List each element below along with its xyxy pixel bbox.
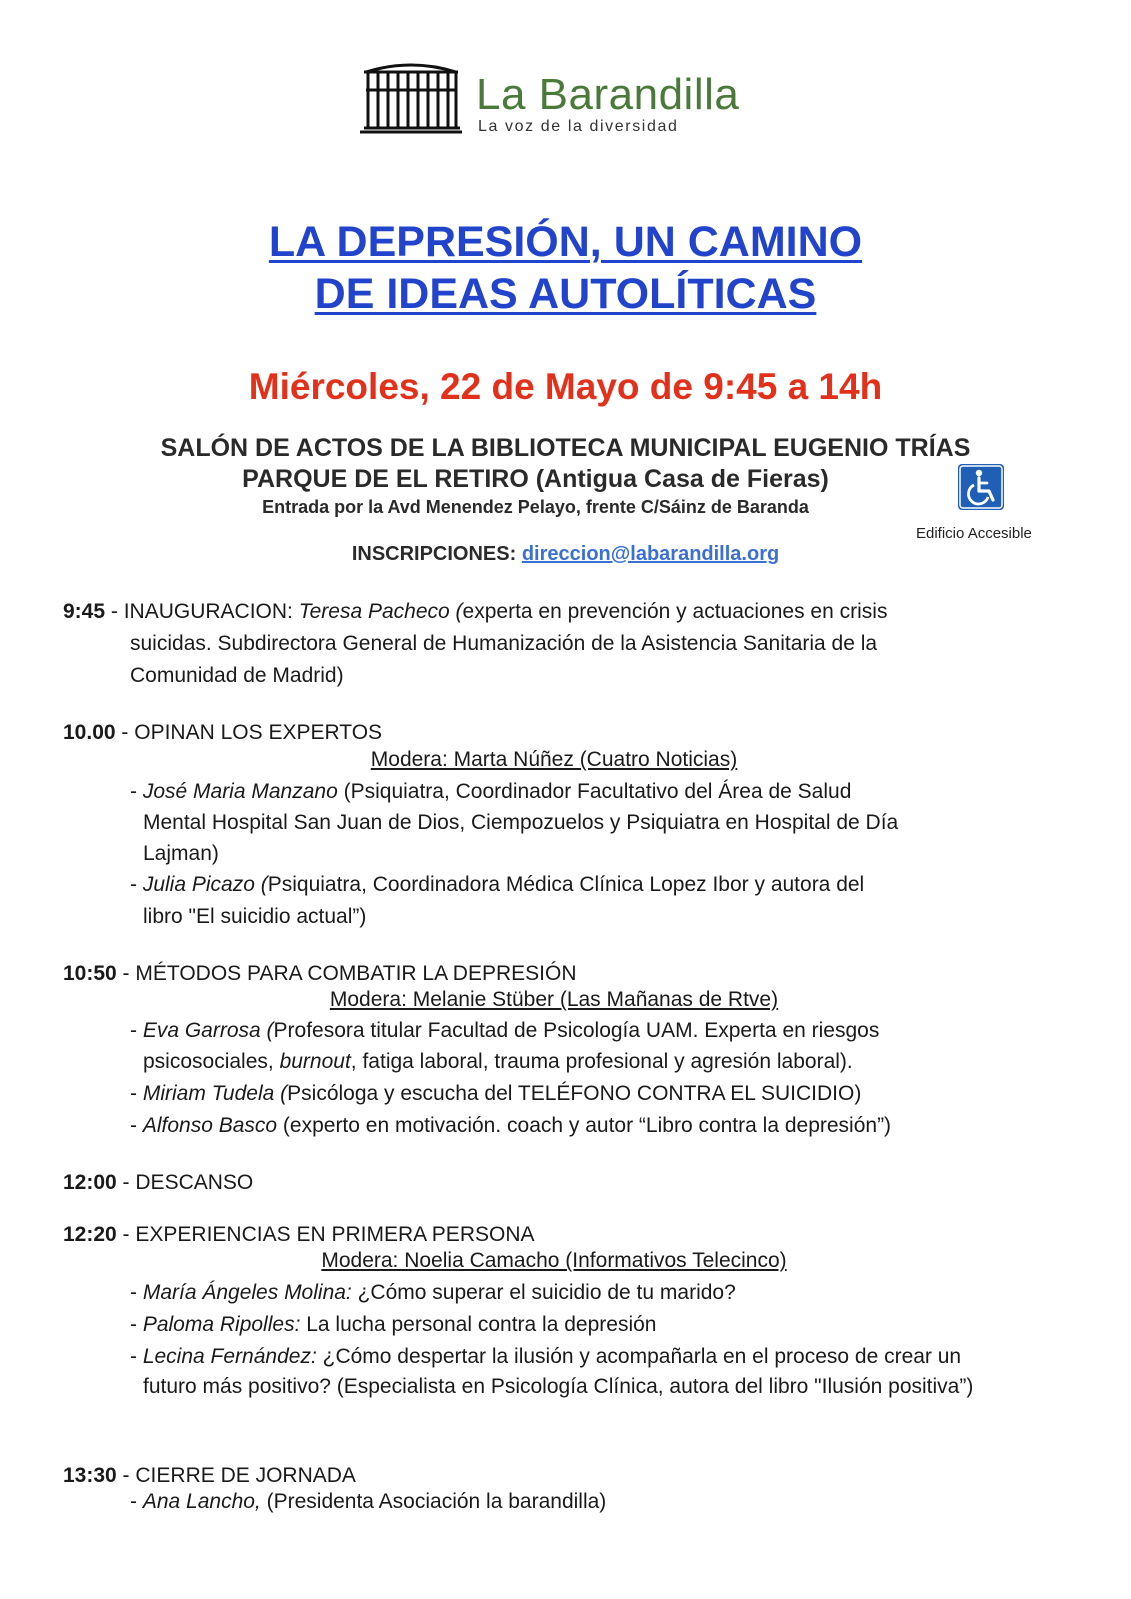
inscriptions-line [0,543,1131,566]
event-date: Miércoles, 22 de Mayo de 9:45 a 14h [248,366,883,407]
moderator-line [0,1248,1108,1273]
speaker-desc: (Psiquiatra, Coordinador Facultativo del Área de Salud [337,780,852,803]
session-experiencias [63,1222,535,1247]
bullet-dash: - [130,1313,143,1336]
session-cierre [63,1463,356,1488]
speaker-desc: , fatiga laboral, trauma profesional y agresión laboral). [350,1050,853,1073]
speaker-desc-line: Mental Hospital San Juan de Dios, Ciempozuelos y Psiquiatra en Hospital de Día [143,811,899,834]
speaker-entry [130,1018,879,1043]
session-time: 13:30 [63,1464,117,1487]
session-title: INAUGURACION: [123,600,299,623]
bullet-dash: - [130,1345,143,1368]
speaker-desc-line: suicidas. Subdirectora General de Humanización de la Asistencia Sanitaria de la [130,632,878,655]
speaker-desc: Psiquiatra, Coordinadora Médica Clínica Lopez Ibor y autora del [267,873,865,896]
session-title: MÉTODOS PARA COMBATIR LA DEPRESIÓN [135,962,577,985]
speaker-entry [130,1113,891,1138]
bullet-dash: - [130,1490,143,1513]
venue-line-3: Entrada por la Avd Menendez Pelayo, frente C/Sáinz de Baranda [262,497,809,517]
venue-line-2: PARQUE DE EL RETIRO (Antigua Casa de Fieras) [242,465,829,493]
moderator-line [0,747,1108,772]
page-title-line-1: LA DEPRESIÓN, UN CAMINO [268,218,863,266]
moderator-line [0,987,1108,1012]
speaker-desc: ¿Cómo superar el suicidio de tu marido? [351,1281,736,1304]
session-inauguracion [63,599,887,624]
bullet-dash: - [130,1281,143,1304]
separator: - [116,1223,136,1246]
bullet-dash: - [130,1114,143,1137]
session-title: OPINAN LOS EXPERTOS [134,721,383,744]
speaker-desc: (experto en motivación. coach y autor “Libro contra la depresión”) [277,1114,892,1137]
bullet-dash: - [130,780,143,803]
speaker-name: Ana Lancho, [142,1490,261,1513]
speaker-name: Alfonso Basco [142,1114,278,1137]
speaker-name: Paloma Ripolles: [142,1313,301,1336]
speaker-entry [130,1344,961,1369]
session-time: 9:45 [63,600,106,623]
speaker-name: Miriam Tudela ( [142,1082,288,1105]
moderator: Modera: Marta Núñez (Cuatro Noticias) [370,748,738,771]
railing-icon [356,62,466,134]
speaker-name: Lecina Fernández: [142,1345,317,1368]
separator: - [115,721,135,744]
speaker-desc-line: libro "El suicidio actual”) [143,905,367,928]
speaker-desc: experta en prevención y actuaciones en crisis [462,600,888,623]
session-expertos [63,720,382,745]
accessible-label: Edificio Accesible [916,525,1032,542]
page-title-line-2: DE IDEAS AUTOLÍTICAS [314,270,817,318]
speaker-desc-line [143,1049,853,1074]
session-title: EXPERIENCIAS EN PRIMERA PERSONA [135,1223,535,1246]
logo-tagline: La voz de la diversidad [478,118,679,135]
speaker-name: Teresa Pacheco ( [298,600,463,623]
speaker-entry [130,872,864,897]
speaker-entry [130,1312,656,1337]
moderator: Modera: Melanie Stüber (Las Mañanas de Rtve) [329,988,779,1011]
venue-line-1: SALÓN DE ACTOS DE LA BIBLIOTECA MUNICIPAL EUGENIO TRÍAS [160,434,971,462]
session-title: DESCANSO [135,1171,254,1194]
moderator: Modera: Noelia Camacho (Informativos Telecinco) [321,1249,787,1272]
session-metodos [63,961,576,986]
speaker-desc-line: Lajman) [143,842,219,865]
speaker-name: Julia Picazo ( [142,873,268,896]
speaker-desc: (Presidenta Asociación la barandilla) [260,1490,607,1513]
wheelchair-icon [958,464,1004,510]
logo-name: La Barandilla [476,70,740,119]
inscriptions-email-link[interactable]: direccion@labarandilla.org [521,543,780,565]
session-descanso [63,1170,253,1195]
speaker-name: José Maria Manzano [142,780,338,803]
speaker-name: Eva Garrosa ( [142,1019,274,1042]
session-time: 10:50 [63,962,117,985]
speaker-desc-italic: burnout [279,1050,351,1073]
speaker-desc: Psicóloga y escucha del TELÉFONO CONTRA EL SUICIDIO) [287,1082,862,1105]
bullet-dash: - [130,873,143,896]
session-time: 12:00 [63,1171,117,1194]
speaker-desc: La lucha personal contra la depresión [300,1313,657,1336]
speaker-entry [130,1489,606,1514]
speaker-entry [130,779,851,804]
speaker-desc: Profesora titular Facultad de Psicología UAM. Experta en riesgos [273,1019,880,1042]
session-title: CIERRE DE JORNADA [135,1464,356,1487]
bullet-dash: - [130,1019,143,1042]
separator: - [116,962,136,985]
speaker-desc: psicosociales, [143,1050,280,1073]
speaker-entry [130,1081,861,1106]
speaker-entry [130,1280,736,1305]
separator: - [105,600,124,623]
session-time: 10.00 [63,721,116,744]
speaker-name: María Ángeles Molina: [142,1281,352,1304]
speaker-desc: ¿Cómo despertar la ilusión y acompañarla en el proceso de crear un [316,1345,962,1368]
speaker-desc-line: futuro más positivo? (Especialista en Psicología Clínica, autora del libro "Ilusión positiva”) [143,1375,974,1398]
session-time: 12:20 [63,1223,117,1246]
separator: - [116,1171,136,1194]
separator: - [116,1464,136,1487]
bullet-dash: - [130,1082,143,1105]
inscriptions-label: INSCRIPCIONES: [351,543,517,565]
speaker-desc-line: Comunidad de Madrid) [130,664,344,687]
